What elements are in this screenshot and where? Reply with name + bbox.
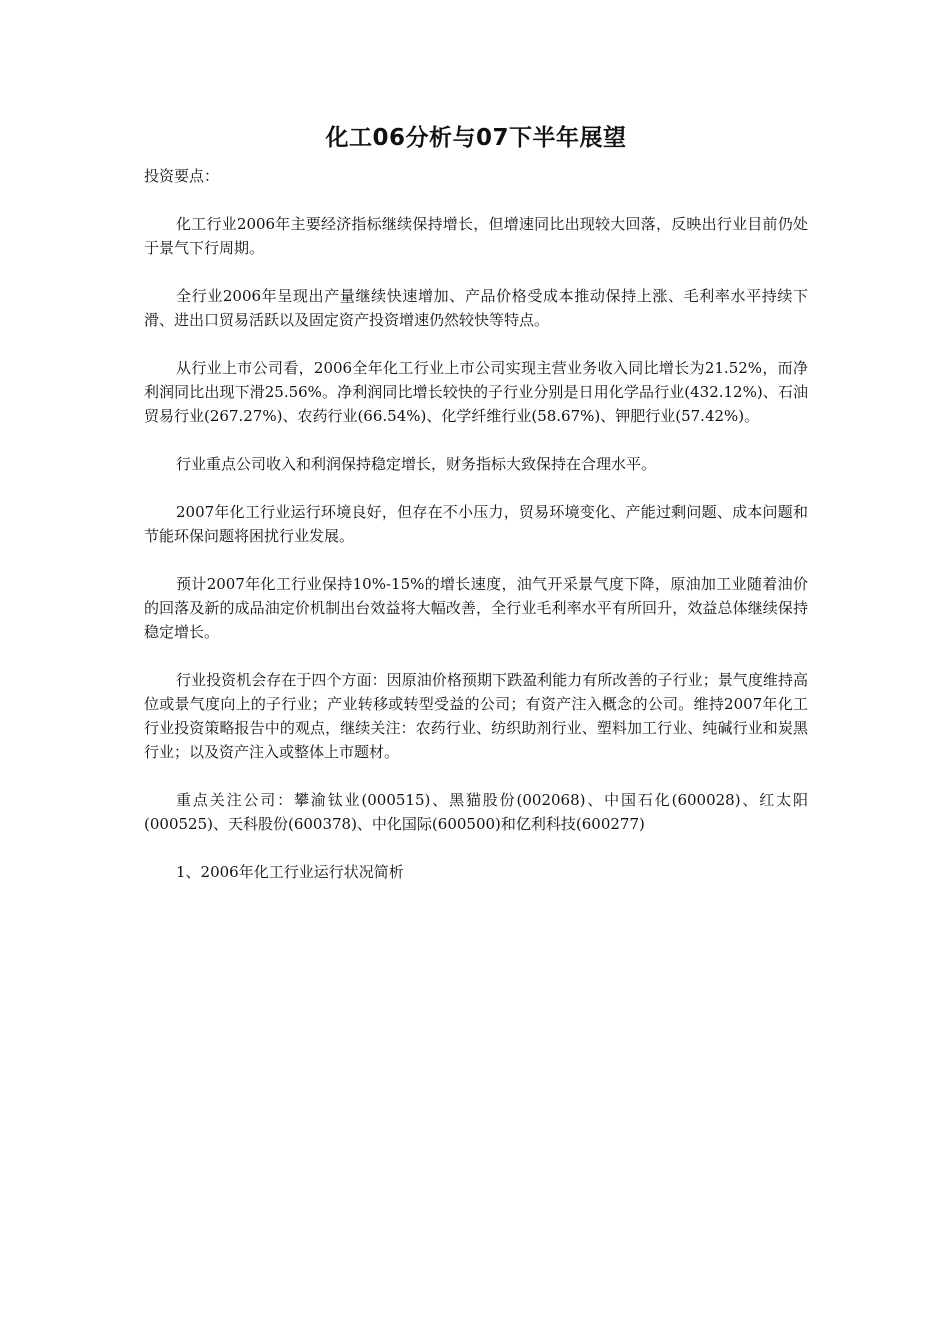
document-title: 化工06分析与07下半年展望 — [325, 125, 627, 151]
paragraph-industry-growth: 化工行业2006年主要经济指标继续保持增长，但增速同比出现较大回落，反映出行业目前仍处于景气下行周期。 — [144, 215, 808, 257]
investment-highlights-label: 投资要点： — [144, 167, 220, 185]
paragraph-industry-characteristics: 全行业2006年呈现出产量继续快速增加、产品价格受成本推动保持上涨、毛利率水平持续下滑、进出口贸易活跃以及固定资产投资增速仍然较快等特点。 — [144, 287, 808, 329]
paragraph-investment-opportunities: 行业投资机会存在于四个方面：因原油价格预期下跌盈利能力有所改善的子行业；景气度维持高位或景气度向上的子行业；产业转移或转型受益的公司；有资产注入概念的公司。维持2007年化工行业投资策略报告中的观点，继续关注：农药行业、纺织助剂行业、塑料加工行业、纯碱行业和炭黑行业；以及资产注入或整体上市题材。 — [144, 671, 808, 761]
document-body — [144, 118, 808, 884]
section-heading-1: 1、2006年化工行业运行状况简析 — [176, 863, 404, 881]
paragraph-key-companies: 行业重点公司收入和利润保持稳定增长，财务指标大致保持在合理水平。 — [176, 455, 657, 473]
paragraph-2007-environment: 2007年化工行业运行环境良好，但存在不小压力，贸易环境变化、产能过剩问题、成本问题和节能环保问题将困扰行业发展。 — [144, 503, 808, 545]
paragraph-focus-companies: 重点关注公司：攀渝钛业(000515)、黑猫股份(002068)、中国石化(600028)、红太阳(000525)、天科股份(600378)、中化国际(600500)和亿利科技(600277) — [144, 791, 808, 833]
paragraph-listed-companies: 从行业上市公司看，2006全年化工行业上市公司实现主营业务收入同比增长为21.52%，而净利润同比出现下滑25.56%。净利润同比增长较快的子行业分别是日用化学品行业(432.12%)、石油贸易行业(267.27%)、农药行业(66.54%)、化学纤维行业(58.67%)、钾肥行业(57.42%)。 — [144, 359, 808, 425]
paragraph-2007-forecast: 预计2007年化工行业保持10%-15%的增长速度，油气开采景气度下降，原油加工业随着油价的回落及新的成品油定价机制出台效益将大幅改善，全行业毛利率水平有所回升，效益总体继续保持稳定增长。 — [144, 575, 808, 641]
